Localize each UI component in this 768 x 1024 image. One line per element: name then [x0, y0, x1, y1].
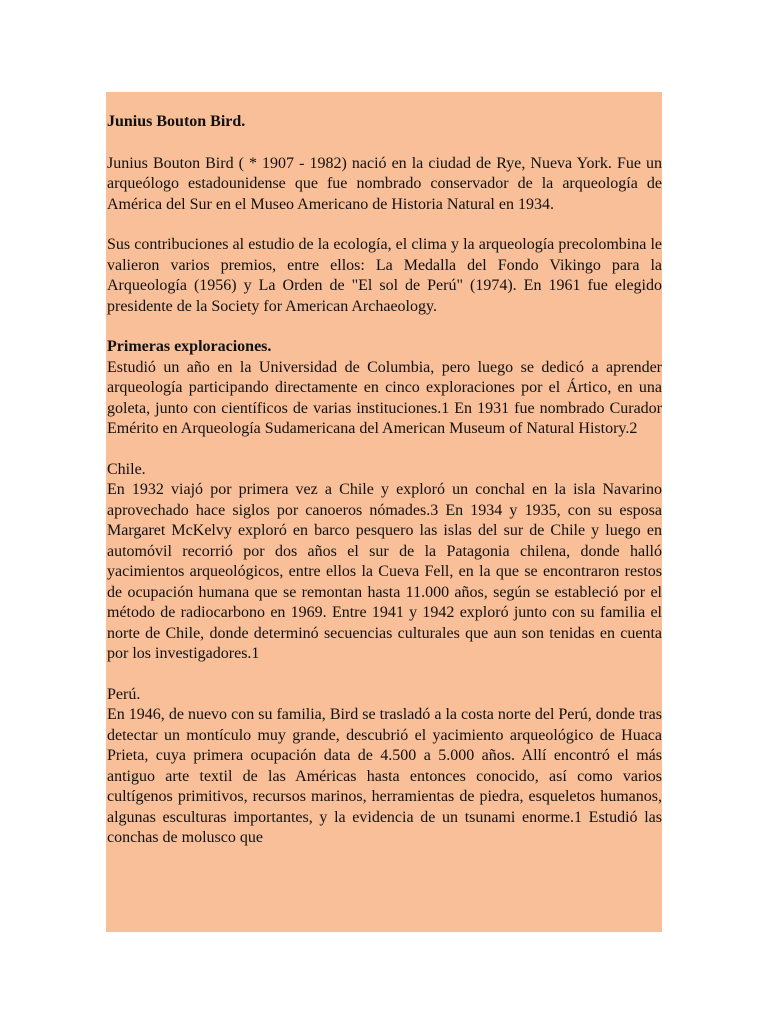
section-paragraph: En 1946, de nuevo con su familia, Bird se trasladó a la costa norte del Perú, donde tras detectar un montículo muy grande, descubrió el yacimiento arqueológico de Huaca Prieta, cuya primera ocupación data de 4.500 a 5.000 años. Allí encontró el más antiguo arte textil de las Américas hasta entonces conocido, así como varios cultígenos primitivos, recursos marinos, herramientas de piedra, esqueletos humanos, algunas esculturas importantes, y la evidencia de un tsunami enorme.1 Estudió las conchas de molusco que	[107, 706, 662, 846]
document-page	[106, 92, 662, 932]
section-paragraph: Estudió un año en la Universidad de Columbia, pero luego se dedicó a aprender arqueología participando directamente en cinco exploraciones por el Ártico, en una goleta, junto con científicos de varias instituciones.1 En 1931 fue nombrado Curador Emérito en Arqueología Sudamericana del American Museum of Natural History.2	[107, 358, 662, 437]
section-heading-chile: Chile.	[107, 460, 146, 478]
section-paragraph: En 1932 viajó por primera vez a Chile y exploró un conchal en la isla Navarino aprovechado hace siglos por canoeros nómades.3 En 1934 y 1935, con su esposa Margaret McKelvy exploró en barco pesquero las islas del sur de Chile y luego en automóvil recorrió por dos años el sur de la Patagonia chilena, donde halló yacimientos arqueológicos, entre ellos la Cueva Fell, en la que se encontraron restos de ocupación humana que se remontan hasta 11.000 años, según se estableció por el método de radiocarbono en 1969. Entre 1941 y 1942 exploró junto con su familia el norte de Chile, donde determinó secuencias culturales que aun son tenidas en cuenta por los investigadores.1	[107, 481, 662, 662]
section-heading-primeras-exploraciones: Primeras exploraciones.	[107, 338, 272, 355]
section-heading-peru: Perú.	[107, 685, 141, 703]
document-title: Junius Bouton Bird.	[107, 113, 246, 130]
document-body	[107, 112, 662, 849]
intro-paragraph: Junius Bouton Bird ( * 1907 - 1982) nació en la ciudad de Rye, Nueva York. Fue un arqueólogo estadounidense que fue nombrado conservador de la arqueología de América del Sur en el Museo Americano de Historia Natural en 1934.	[107, 154, 662, 213]
intro-paragraph: Sus contribuciones al estudio de la ecología, el clima y la arqueología precolombina le valieron varios premios, entre ellos: La Medalla del Fondo Vikingo para la Arqueología (1956) y La Orden de "El sol de Perú" (1974). En 1961 fue elegido presidente de la Society for American Archaeology.	[107, 236, 662, 315]
